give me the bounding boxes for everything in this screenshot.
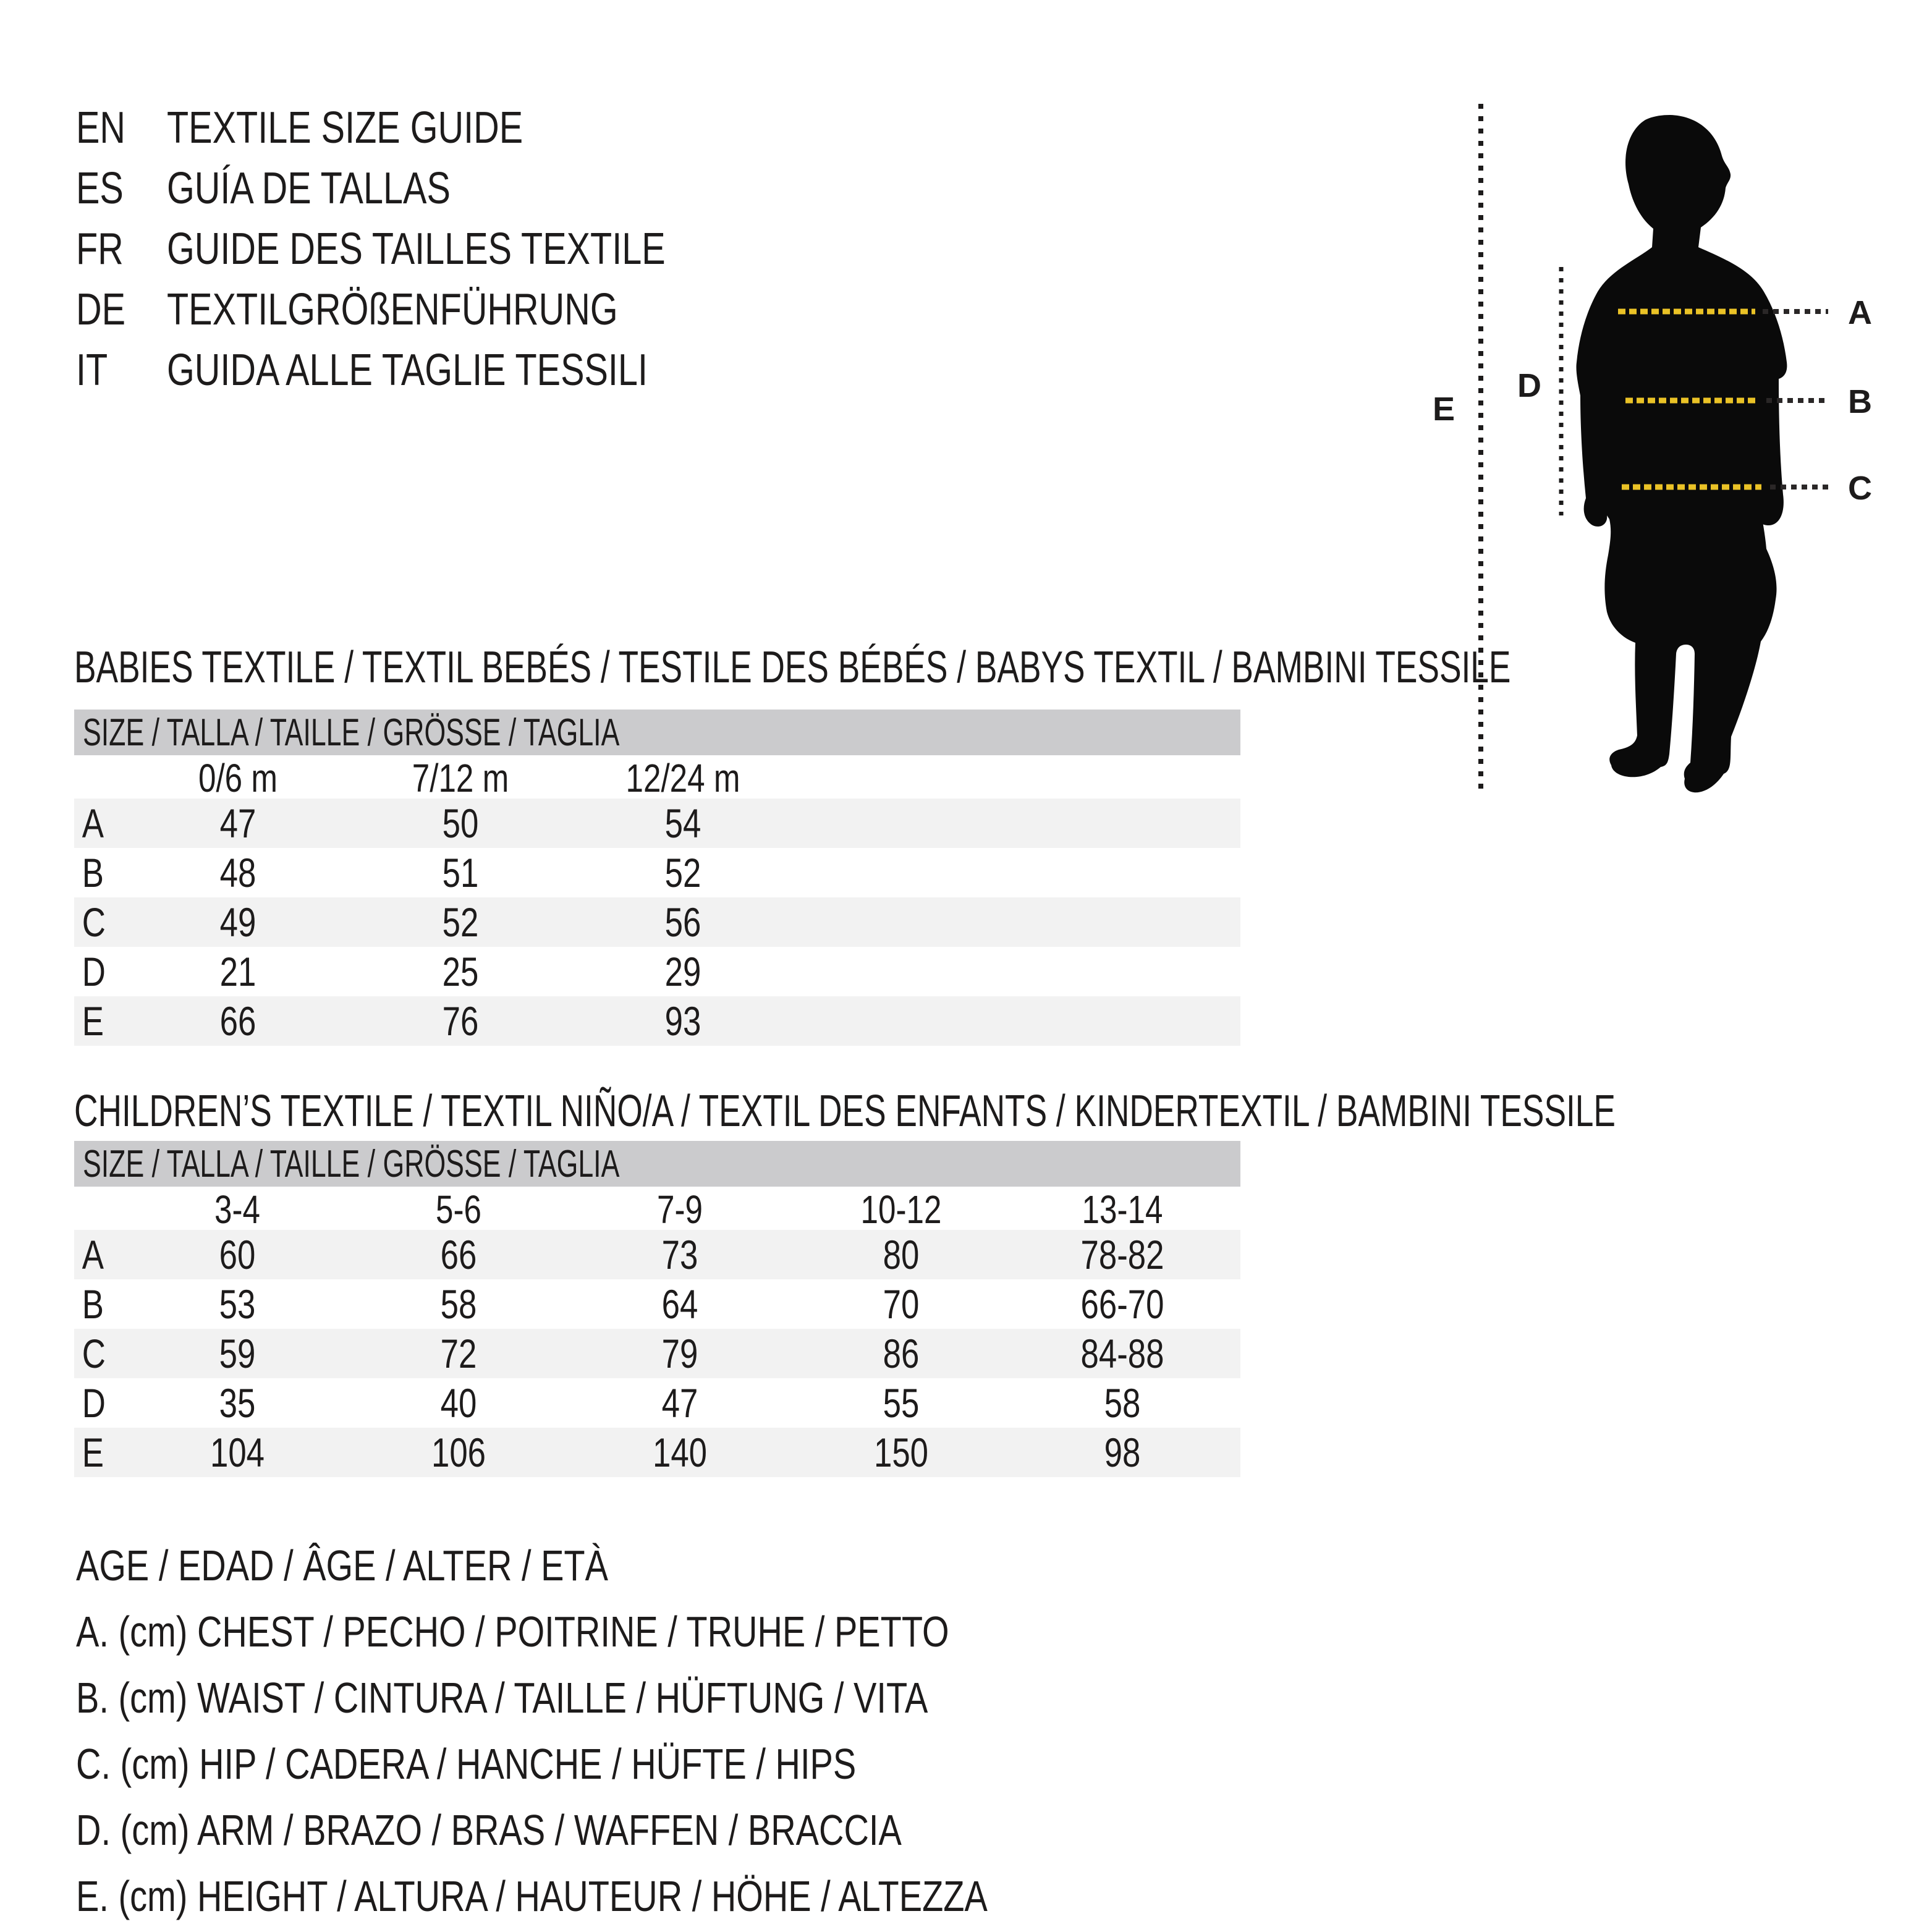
babies-col-12-24m: 12/24 m	[625, 756, 740, 800]
children-col-5-6: 5-6	[436, 1187, 481, 1232]
figure-label-e: E	[1433, 391, 1455, 428]
title-de: TEXTILGRÖßENFÜHRUNG	[167, 285, 618, 334]
babies-size-header: SIZE / TALLA / TAILLE / GRÖSSE / TAGLIA	[83, 711, 620, 754]
title-fr: GUIDE DES TAILLES TEXTILE	[167, 224, 666, 274]
title-row-en	[76, 98, 790, 158]
babies-row-e: E 66 76 93	[74, 996, 1240, 1046]
lang-code-es: ES	[76, 164, 124, 213]
language-title-block	[76, 98, 790, 400]
children-row-c: C 59 72 79 86 84-88	[74, 1329, 1240, 1378]
children-size-table	[74, 1141, 1240, 1477]
title-row-fr	[76, 219, 790, 279]
legend-hip: C. (cm) HIP / CADERA / HANCHE / HÜFTE / HIPS	[76, 1740, 857, 1788]
legend-waist: B. (cm) WAIST / CINTURA / TAILLE / HÜFTUNG / VITA	[76, 1674, 928, 1722]
title-row-it	[76, 340, 790, 400]
babies-col-7-12m: 7/12 m	[412, 756, 509, 800]
babies-row-b: B 48 51 52	[82, 850, 701, 896]
babies-table-header-bar	[74, 710, 1240, 755]
children-row-e: E 104 106 140 150 98	[74, 1428, 1240, 1477]
title-es: GUÍA DE TALLAS	[167, 164, 451, 213]
children-row-b: B 53 58 64 70 66-70	[82, 1281, 1164, 1327]
lang-code-en: EN	[76, 103, 126, 153]
figure-label-d: D	[1517, 367, 1541, 404]
figure-label-b: B	[1848, 383, 1872, 420]
lang-code-de: DE	[76, 285, 126, 334]
legend-chest: A. (cm) CHEST / PECHO / POITRINE / TRUHE / PETTO	[76, 1608, 949, 1656]
children-col-10-12: 10-12	[860, 1187, 942, 1232]
children-size-header: SIZE / TALLA / TAILLE / GRÖSSE / TAGLIA	[83, 1142, 620, 1185]
babies-col-0-6m: 0/6 m	[198, 756, 278, 800]
title-en: TEXTILE SIZE GUIDE	[167, 103, 523, 153]
legend-height: E. (cm) HEIGHT / ALTURA / HAUTEUR / HÖHE / ALTEZZA	[76, 1872, 988, 1920]
lang-code-fr: FR	[76, 224, 124, 274]
figure-label-c: C	[1848, 470, 1872, 507]
lang-code-it: IT	[76, 345, 108, 395]
title-row-de	[76, 279, 790, 340]
children-col-3-4: 3-4	[214, 1187, 260, 1232]
children-column-header-row	[74, 1187, 1240, 1230]
babies-row-d: D 21 25 29	[82, 949, 701, 994]
children-table-header-bar	[74, 1141, 1240, 1187]
babies-size-table	[74, 710, 1240, 1046]
figure-label-a: A	[1848, 294, 1872, 331]
title-row-es	[76, 158, 790, 219]
children-section-heading: CHILDREN’S TEXTILE / TEXTIL NIÑO/A / TEXTIL DES ENFANTS / KINDERTEXTIL / BAMBINI TESSILE	[74, 1087, 1616, 1136]
title-it: GUIDA ALLE TAGLIE TESSILI	[167, 345, 648, 395]
legend-age: AGE / EDAD / ÂGE / ALTER / ETÀ	[76, 1541, 608, 1590]
measurement-figure	[1409, 87, 1932, 822]
babies-section-heading: BABIES TEXTILE / TEXTIL BEBÉS / TESTILE DES BÉBÉS / BABYS TEXTIL / BAMBINI TESSILE	[74, 643, 1511, 692]
babies-column-header-row	[74, 755, 1240, 799]
babies-row-a: A 47 50 54	[74, 799, 1240, 848]
children-col-13-14: 13-14	[1082, 1187, 1163, 1232]
children-row-a: A 60 66 73 80 78-82	[74, 1230, 1240, 1279]
children-col-7-9: 7-9	[657, 1187, 703, 1232]
measurement-legend	[76, 1533, 1216, 1930]
legend-arm: D. (cm) ARM / BRAZO / BRAS / WAFFEN / BRACCIA	[76, 1806, 902, 1854]
children-row-d: D 35 40 47 55 58	[82, 1380, 1141, 1426]
babies-row-c: C 49 52 56	[74, 897, 1240, 947]
